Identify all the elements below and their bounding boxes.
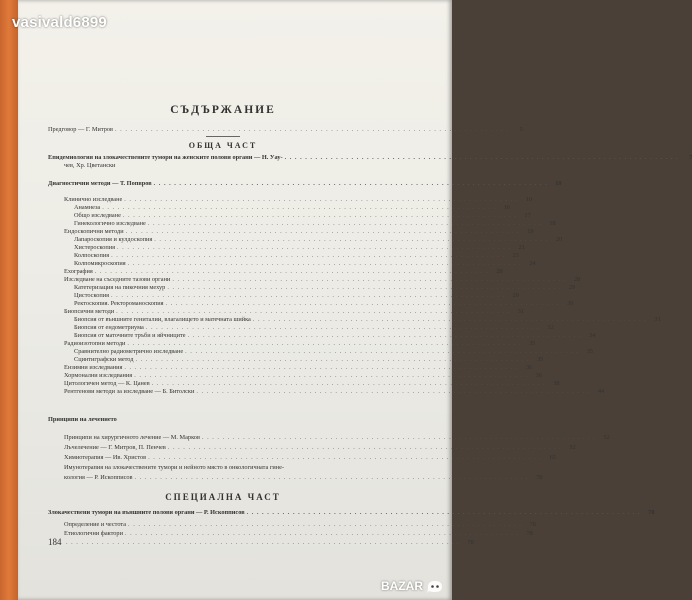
toc-entry: Ензимни изследвания . . . 36 (64, 364, 398, 372)
toc-entry: Цистоскопия . . . 29 (74, 292, 398, 300)
toc-entry: Колпомикроскопия . . . 24 (74, 260, 398, 268)
toc-entry: Имунотерапия на злокачествените тумори и нейното място в онкологичната гине- (64, 464, 285, 471)
toc-entry: Катетеризация на пикочния мехур . . . 29 (74, 284, 398, 292)
toc-entry: Химиотерапия — Ив. Христов . . . 65 (64, 454, 398, 462)
toc-entry: Колпоскопия . . . 23 (74, 252, 398, 260)
toc-entry: Общо изследване . . . 17 (74, 212, 398, 220)
toc-entry: Определение и честота . . . 78 (64, 521, 398, 529)
toc-entry: Ректоскопия. Ректороманоскопия . . . 30 (74, 300, 398, 308)
toc-entry: Епидемиология на злокачествените тумори на женските полови органи — Н. Уау- . . . 7 (48, 154, 398, 162)
toc-entry: Принципи на хирургичното лечение — М. Марков . . . 52 (64, 434, 398, 442)
bazar-label: BAZAR (381, 579, 423, 593)
toc-entry: Рентгенови методи за изследване — Б. Битолски . . . 44 (64, 388, 398, 396)
toc-entry: Клинично изследване . . . 10 (64, 196, 398, 204)
section-general: ОБЩА ЧАСТ (188, 141, 258, 150)
toc-entry: Сравнително радиометрично изследване . . . 35 (74, 348, 398, 356)
toc-entry: Хистероскопия . . . 21 (74, 244, 398, 252)
section-special: СПЕЦИАЛНА ЧАСТ (165, 492, 281, 502)
bazar-logo-icon (426, 578, 444, 594)
seller-watermark: vasivald6899 (12, 14, 107, 31)
toc-entry: Гинекологично изследване . . . 18 (74, 220, 398, 228)
toc-entry: Предговор — Г. Митров . . . 5 (48, 126, 398, 134)
toc-entry: Цитологичен метод — К. Цанев . . . 38 (64, 380, 398, 388)
page-number: 184 (48, 537, 62, 547)
bazar-badge (381, 578, 444, 594)
toc-entry: Биопсия от ендометриума . . . 32 (74, 324, 398, 332)
toc-entry: Хормонални изследвания . . . 36 (64, 372, 398, 380)
toc-entry: Ендоскопични методи . . . 19 (64, 228, 398, 236)
toc-entry: Лапароскопия и кулдоскопия . . . 20 (74, 236, 398, 244)
toc-entry: Диагностични методи — Т. Попвров . . . 10 (48, 180, 398, 188)
title-rule (206, 136, 240, 137)
toc-entry: Радиоизотопни методи . . . 35 (64, 340, 398, 348)
toc-entry: Ехография . . . 28 (64, 268, 398, 276)
toc-entry: Лъчелечение — Г. Митров, П. Пенчев . . . 52 (64, 444, 398, 452)
toc-entry: Анамнеза . . . 16 (74, 204, 398, 212)
toc-entry: кология — Р. Ископписов . . . 70 (64, 474, 398, 482)
toc-entry: Биопсия от маточните тръби и яйчниците . . . 34 (74, 332, 398, 340)
toc-entry: Сцинтиграфски метод . . . 35 (74, 356, 398, 364)
toc-entry: Изследване на съседните тазови органи . . . 28 (64, 276, 398, 284)
toc-entry: . . . 78 (64, 539, 398, 547)
toc-entry: Биопсични методи . . . 31 (64, 308, 398, 316)
toc-entry: чев, Хр. Цветански (64, 162, 116, 169)
toc-entry: Етиологични фактори . . . 78 (64, 530, 398, 538)
contents-title: СЪДЪРЖАНИЕ (170, 104, 276, 116)
toc-entry: Принципи на лечението (48, 416, 117, 423)
toc-entry: Злокачествени тумори на външните полови органи — Р. Ископписов . . . 78 (48, 509, 398, 517)
toc-entry: Биопсия от външните гениталии, влагалището и матечната шийка . . . 31 (74, 316, 398, 324)
